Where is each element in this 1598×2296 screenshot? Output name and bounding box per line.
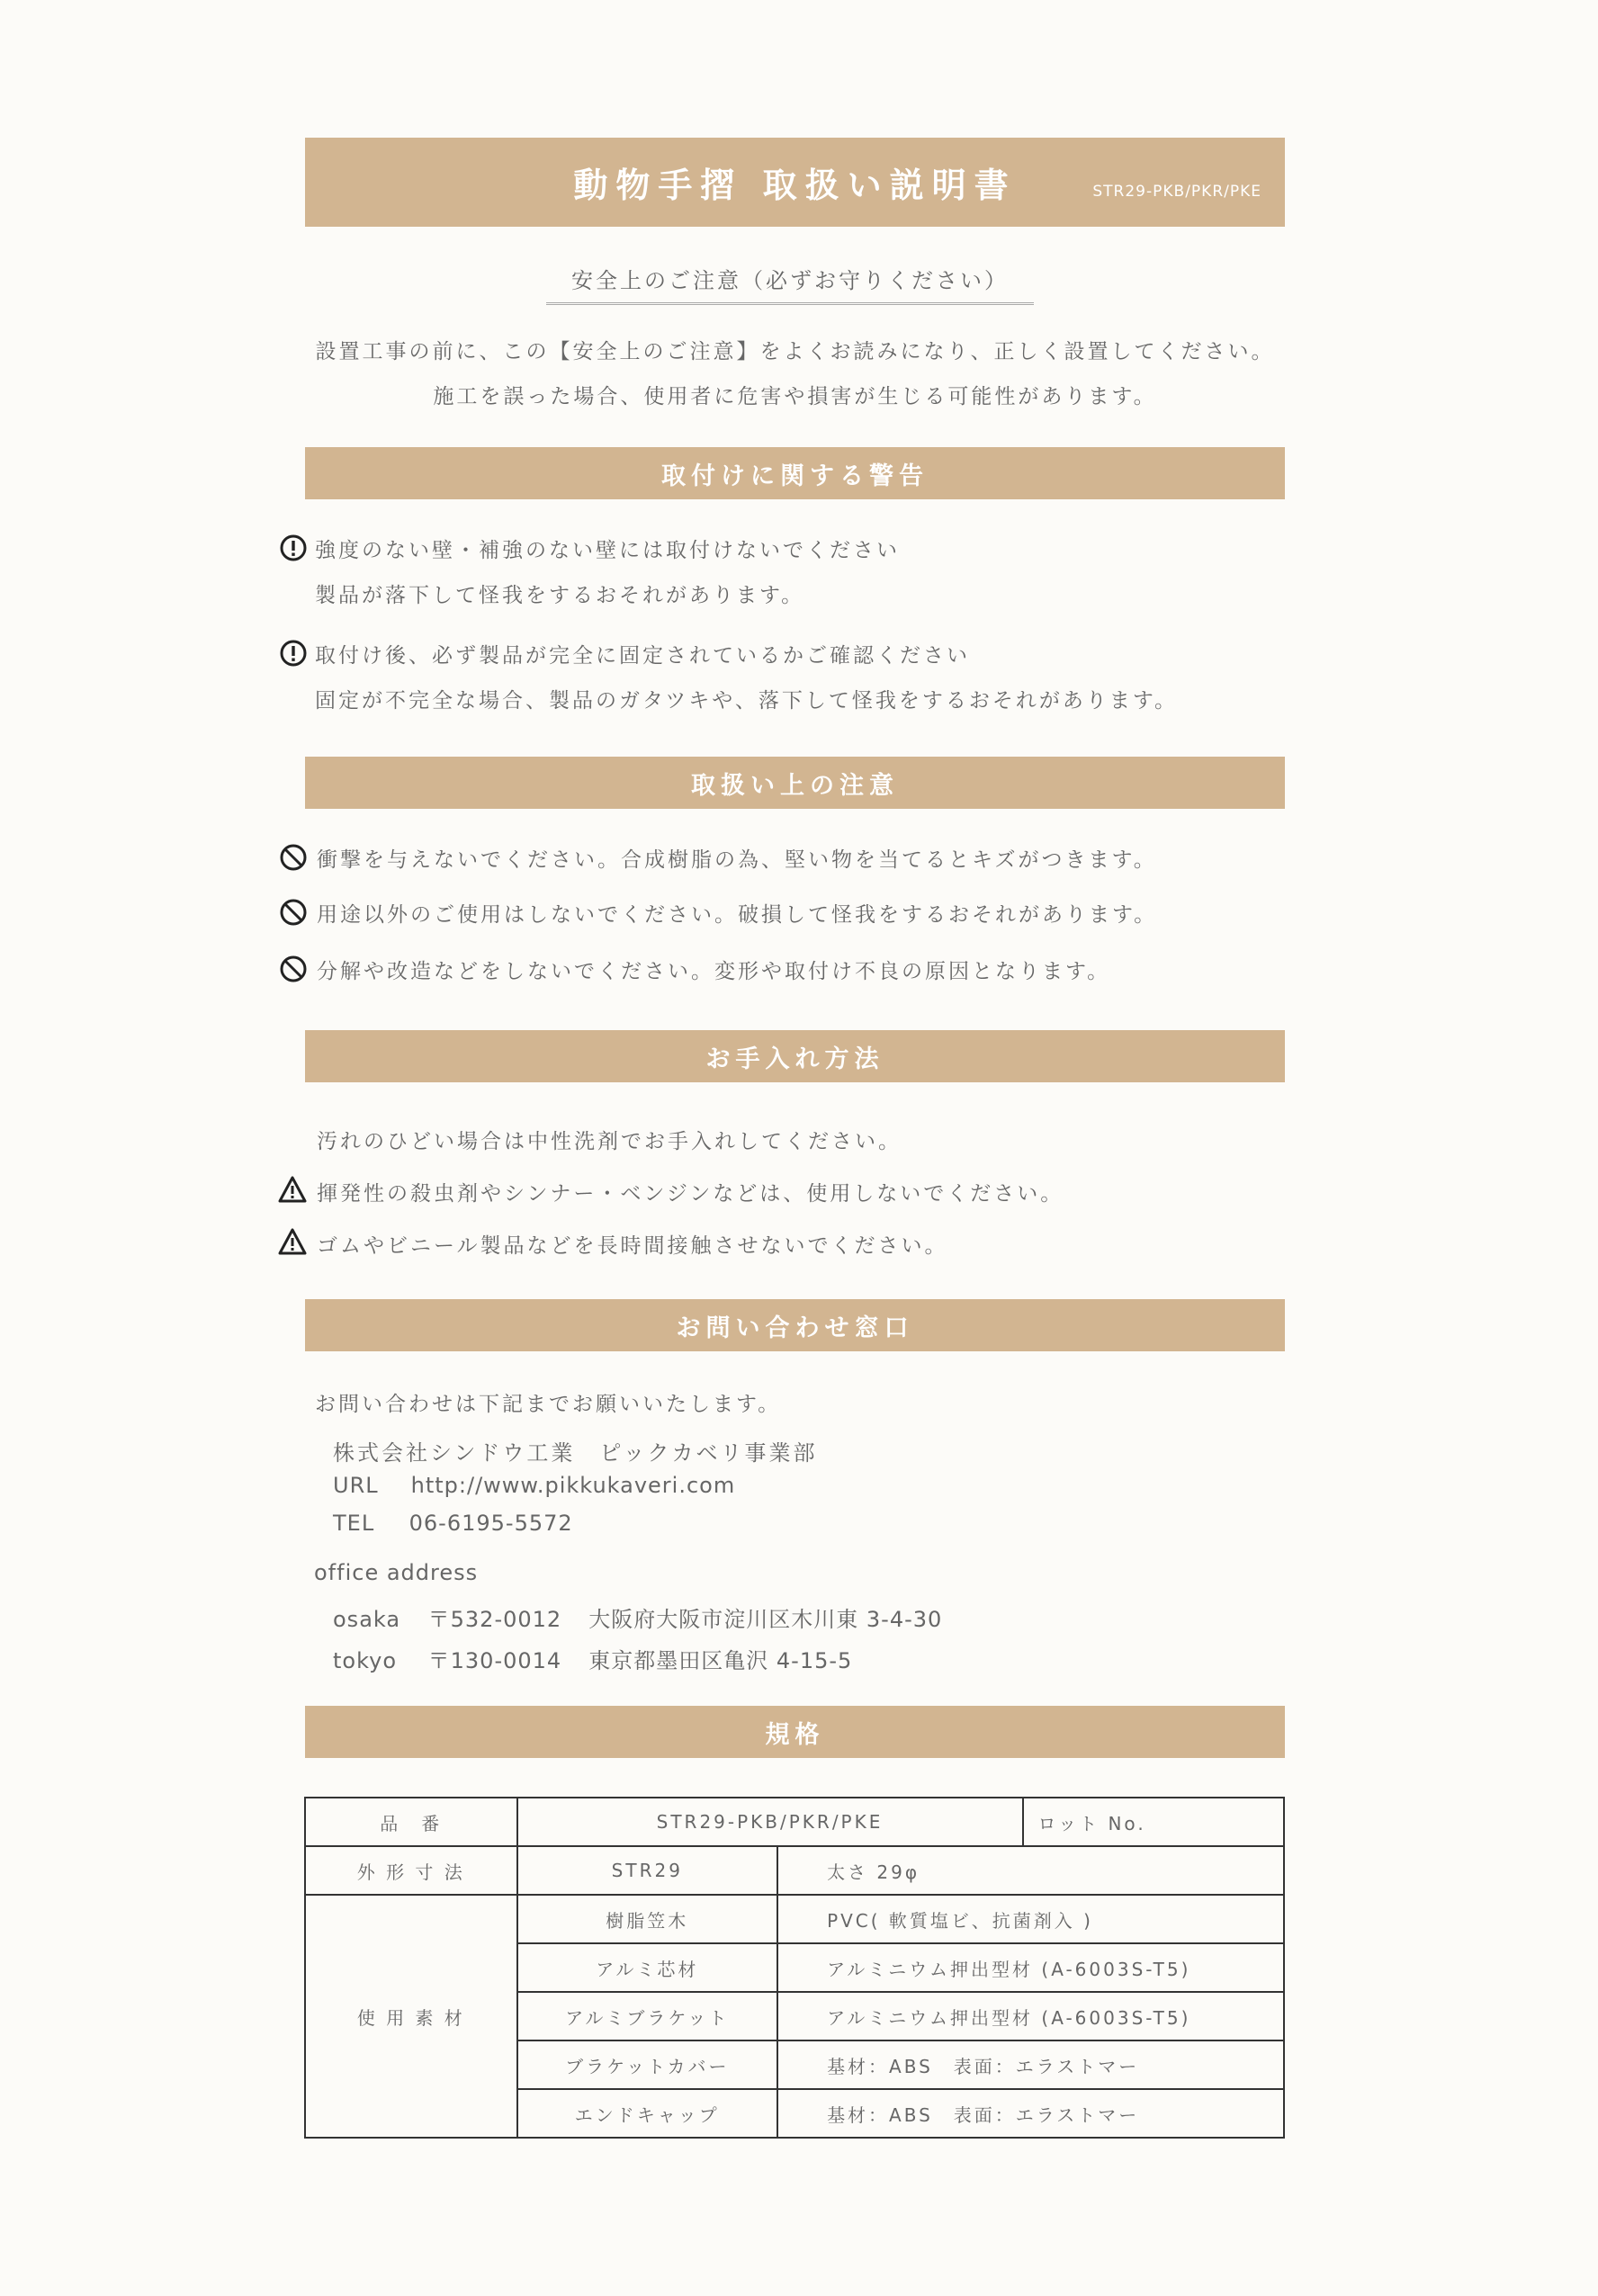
handling-item-2: 用途以外のご使用はしないでください。破損して怪我をするおそれがあります。 (317, 903, 1158, 927)
material-part: アルミブラケット (517, 1992, 778, 2040)
website-link[interactable]: http://www.pikkukaveri.com (410, 1473, 736, 1498)
company-name: 株式会社シンドウ工業 ピックカベリ事業部 (333, 1440, 818, 1466)
title-banner (305, 138, 1285, 227)
warning-item-1-title: 強度のない壁・補強のない壁には取付けないでください (315, 539, 900, 562)
safety-notice-title: 安全上のご注意（必ずお守りください） (546, 263, 1034, 305)
office-address: 大阪府大阪市淀川区木川東 3-4-30 (588, 1607, 943, 1632)
tel-row (333, 1511, 573, 1536)
warning-triangle-icon (278, 1175, 307, 1204)
safety-intro-line1: 設置工事の前に、この【安全上のご注意】をよくお読みになり、正しく設置してください。 (315, 340, 1275, 363)
material-value: アルミニウム押出型材 (A-6003S-T5) (777, 1992, 1284, 2040)
section-heading-warning: 取付けに関する警告 (305, 447, 1285, 499)
material-value: PVC( 軟質塩ビ、抗菌剤入 ) (777, 1895, 1284, 1943)
page-title: 動物手摺 取扱い説明書 (573, 166, 1017, 205)
spec-table (304, 1797, 1285, 2139)
material-part: 樹脂笠木 (517, 1895, 778, 1943)
care-item-2: ゴムやビニール製品などを長時間接触させないでください。 (317, 1234, 948, 1258)
care-intro: 汚れのひどい場合は中性洗剤でお手入れしてください。 (317, 1130, 902, 1153)
warning-triangle-icon (278, 1227, 307, 1256)
material-value: 基材：ABS 表面：エラストマー (777, 2040, 1284, 2089)
exclamation-circle-icon (279, 639, 308, 668)
section-heading-contact: お問い合わせ窓口 (305, 1299, 1285, 1351)
url-label: URL (333, 1473, 379, 1498)
care-item-1: 揮発性の殺虫剤やシンナー・ベンジンなどは、使用しないでください。 (317, 1182, 1064, 1206)
handling-item-1: 衝撃を与えないでください。合成樹脂の為、堅い物を当てるとキズがつきます。 (317, 848, 1157, 872)
dimension-value: 太さ 29φ (777, 1846, 1284, 1895)
table-row (305, 1895, 1284, 1943)
office-address-label: office address (314, 1560, 479, 1585)
prohibited-icon (279, 843, 308, 872)
material-value: アルミニウム押出型材 (A-6003S-T5) (777, 1943, 1284, 1992)
material-label: 使 用 素 材 (305, 1895, 517, 2138)
office-address: 東京都墨田区亀沢 4-15-5 (588, 1648, 853, 1673)
product-no-label: 品 番 (305, 1798, 517, 1846)
lot-no-label: ロット No. (1023, 1798, 1284, 1846)
section-heading-spec: 規格 (305, 1706, 1285, 1758)
contact-intro: お問い合わせは下記までお願いいたします。 (315, 1393, 782, 1416)
office-postal: 〒532-0012 (427, 1607, 562, 1632)
material-part: エンドキャップ (517, 2089, 778, 2138)
table-row (305, 1798, 1284, 1846)
office-city: osaka (333, 1607, 401, 1632)
office-postal: 〒130-0014 (427, 1648, 562, 1673)
exclamation-circle-icon (279, 534, 308, 562)
warning-item-2-detail: 固定が不完全な場合、製品のガタツキや、落下して怪我をするおそれがあります。 (315, 689, 1179, 713)
table-row (305, 1846, 1284, 1895)
section-heading-handling: 取扱い上の注意 (305, 757, 1285, 809)
material-part: アルミ芯材 (517, 1943, 778, 1992)
office-row-osaka (333, 1601, 942, 1633)
url-row (333, 1473, 735, 1498)
warning-item-2-title: 取付け後、必ず製品が完全に固定されているかご確認ください (315, 644, 970, 668)
prohibited-icon (279, 898, 308, 927)
prohibited-icon (279, 955, 308, 983)
safety-intro-line2: 施工を誤った場合、使用者に危害や損害が生じる可能性があります。 (433, 385, 1157, 408)
warning-item-1-detail: 製品が落下して怪我をするおそれがあります。 (315, 584, 805, 607)
material-value: 基材：ABS 表面：エラストマー (777, 2089, 1284, 2138)
office-row-tokyo (333, 1643, 852, 1674)
product-no-value: STR29-PKB/PKR/PKE (517, 1798, 1023, 1846)
section-heading-care: お手入れ方法 (305, 1030, 1285, 1082)
handling-item-3: 分解や改造などをしないでください。変形や取付け不良の原因となります。 (317, 960, 1111, 983)
dimension-label: 外 形 寸 法 (305, 1846, 517, 1895)
dimension-model: STR29 (517, 1846, 778, 1895)
material-part: ブラケットカバー (517, 2040, 778, 2089)
tel-label: TEL (333, 1511, 375, 1536)
product-code: STR29-PKB/PKR/PKE (1092, 183, 1261, 201)
office-city: tokyo (333, 1648, 398, 1673)
tel-number: 06-6195-5572 (408, 1511, 573, 1536)
